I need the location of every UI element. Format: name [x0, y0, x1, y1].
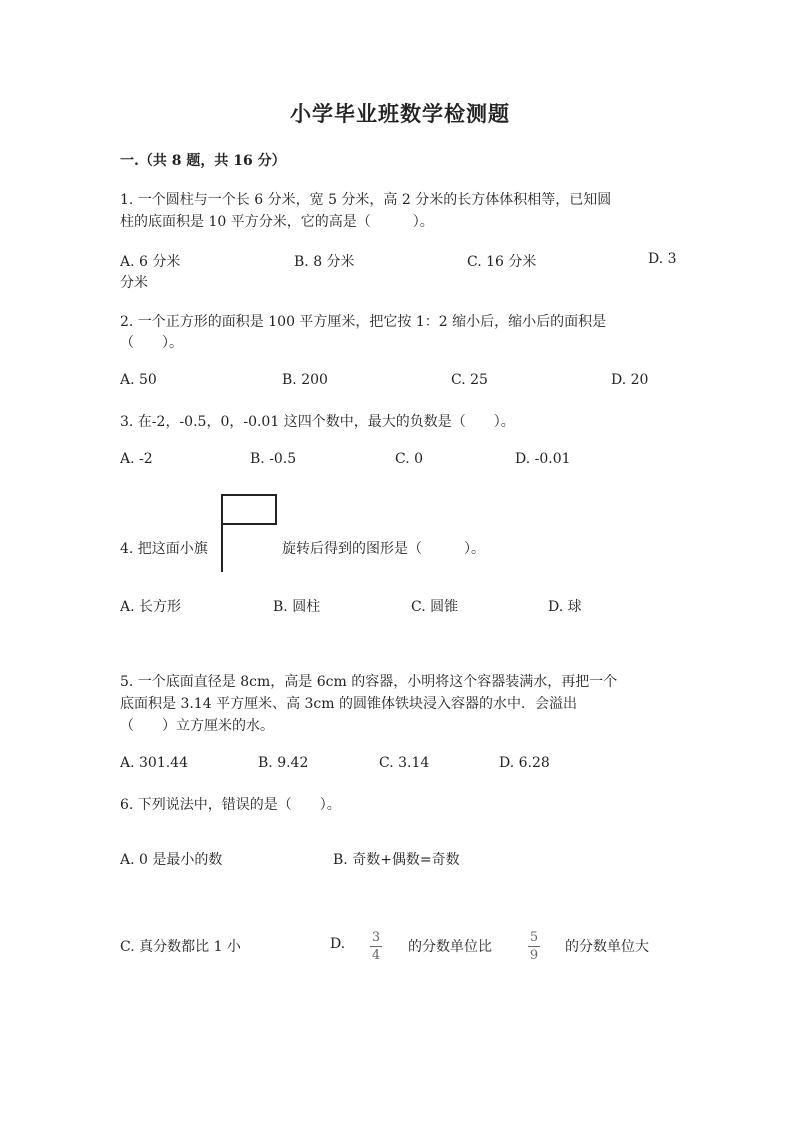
q5-option-c[interactable]: C. 3.14 [379, 755, 430, 771]
q1-option-d[interactable]: D. 3 [648, 251, 677, 267]
q1-stem-line2: 柱的底面积是 10 平方分米，它的高是（ ）。 [120, 214, 434, 230]
q4-option-a[interactable]: A. 长方形 [120, 599, 182, 615]
fraction-bar [528, 946, 540, 947]
fraction-numerator: 5 [529, 930, 539, 945]
q4-stem-before: 4. 把这面小旗 [120, 541, 208, 557]
q5-stem-line1: 5. 一个底面直径是 8cm，高是 6cm 的容器，小明将这个容器装满水，再把一个 [120, 674, 618, 690]
q1-option-c[interactable]: C. 16 分米 [467, 254, 537, 270]
q6-stem: 6. 下列说法中，错误的是（ ）。 [120, 797, 341, 813]
q3-option-c[interactable]: C. 0 [395, 451, 424, 467]
q3-option-a[interactable]: A. -2 [120, 451, 153, 467]
q4-stem-after: 旋转后得到的图形是（ ）。 [282, 541, 485, 557]
fraction-three-fourths [368, 930, 384, 963]
q2-option-c[interactable]: C. 25 [451, 372, 488, 388]
q3-option-d[interactable]: D. -0.01 [515, 451, 571, 467]
q2-option-a[interactable]: A. 50 [120, 372, 157, 388]
section-heading: 一.（共 8 题，共 16 分） [120, 153, 286, 169]
q4-option-d[interactable]: D. 球 [548, 599, 582, 615]
fraction-denominator: 9 [529, 948, 539, 963]
q5-stem-line3: （ ）立方厘米的水。 [120, 718, 274, 734]
q6-option-c[interactable]: C. 真分数都比 1 小 [120, 939, 241, 955]
q2-option-d[interactable]: D. 20 [611, 372, 649, 388]
q2-option-b[interactable]: B. 200 [282, 372, 328, 388]
q1-stem-line1: 1. 一个圆柱与一个长 6 分米，宽 5 分米，高 2 分米的长方体体积相等，已知圆 [120, 192, 612, 208]
q1-option-b[interactable]: B. 8 分米 [294, 254, 355, 270]
fraction-numerator: 3 [371, 930, 381, 945]
q6-option-d-label[interactable]: D. [330, 936, 346, 952]
q5-option-a[interactable]: A. 301.44 [120, 755, 188, 771]
q5-option-d[interactable]: D. 6.28 [499, 755, 550, 771]
fraction-bar [370, 946, 382, 947]
fraction-denominator: 4 [371, 948, 381, 963]
q1-option-a[interactable]: A. 6 分米 [120, 254, 181, 270]
q5-stem-line2: 底面积是 3.14 平方厘米、高 3cm 的圆锥体铁块浸入容器的水中．会溢出 [120, 696, 577, 712]
q3-stem: 3. 在-2，-0.5，0，-0.01 这四个数中，最大的负数是（ ）。 [120, 414, 515, 430]
q3-option-b[interactable]: B. -0.5 [250, 451, 297, 467]
q2-stem-line2: （ ）。 [120, 335, 183, 351]
fraction-five-ninths [526, 930, 542, 963]
page-title: 小学毕业班数学检测题 [290, 101, 510, 126]
q4-option-b[interactable]: B. 圆柱 [273, 599, 321, 615]
q5-option-b[interactable]: B. 9.42 [258, 755, 309, 771]
q6-option-d-end: 的分数单位大 [565, 939, 649, 955]
flag-banner [222, 494, 277, 525]
q4-option-c[interactable]: C. 圆锥 [411, 599, 459, 615]
q6-option-b[interactable]: B. 奇数+偶数=奇数 [333, 852, 460, 868]
q2-stem-line1: 2. 一个正方形的面积是 100 平方厘米，把它按 1：2 缩小后，缩小后的面积是 [120, 314, 607, 330]
q6-option-a[interactable]: A. 0 是最小的数 [120, 852, 223, 868]
q1-option-d-wrap: 分米 [120, 275, 148, 291]
q6-option-d-middle: 的分数单位比 [408, 939, 492, 955]
